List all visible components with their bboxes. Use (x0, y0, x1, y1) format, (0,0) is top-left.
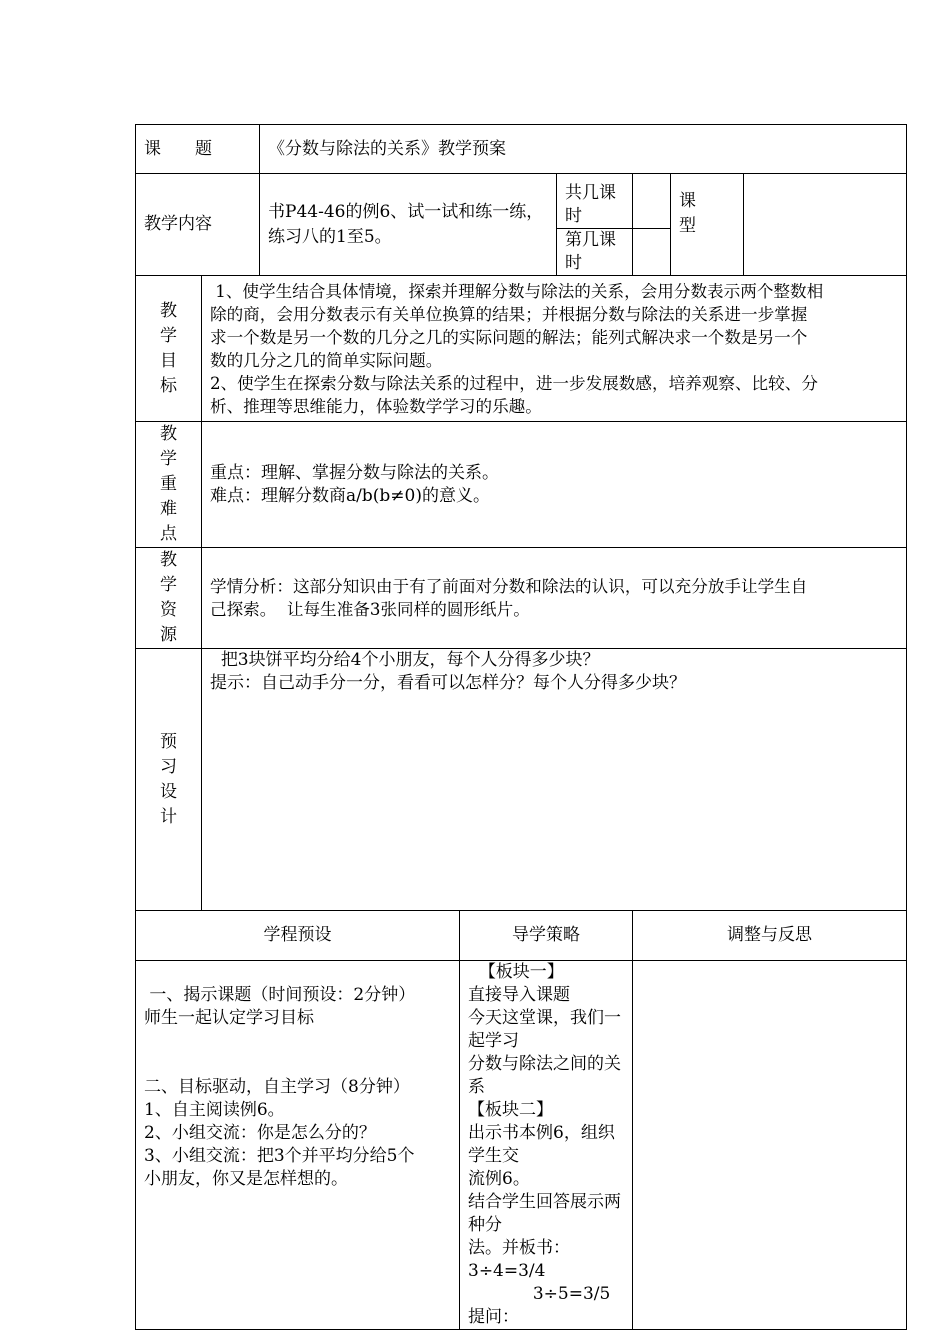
resources-label-char: 学 (160, 575, 177, 595)
process-line: 二、目标驱动，自主学习（8分钟） (144, 1077, 410, 1097)
reflection-column-header: 调整与反思 (633, 911, 907, 961)
key-points-label-char: 教 (160, 424, 177, 444)
objectives-label-char: 教 (160, 300, 177, 321)
current-period-label: 第几课时 (557, 229, 633, 276)
process-line: 2、小组交流：你是怎么分的？ (144, 1123, 376, 1143)
process-line: 3、小组交流：把3个并平均分给5个 (144, 1146, 415, 1166)
strategy-line: 【板块二】 (468, 1100, 553, 1120)
preview-label-char: 设 (160, 781, 177, 802)
lesson-plan-table (135, 124, 907, 1330)
resources-line: 己探索。 让每生准备3张同样的圆形纸片。 (210, 600, 530, 619)
preview-line: 提示：自己动手分一分，看看可以怎样分？每个人分得多少块？ (210, 673, 686, 693)
objectives-text (202, 276, 907, 422)
key-points-text (202, 422, 907, 548)
preview-label-char: 习 (160, 756, 177, 777)
process-line: 1、自主阅读例6。 (144, 1100, 285, 1120)
key-points-label-char: 重 (160, 474, 177, 494)
lesson-type-label (671, 174, 744, 276)
objectives-line: 数的几分之几的简单实际问题。 (210, 350, 443, 370)
key-points-label (136, 422, 202, 548)
strategy-column-header: 导学策略 (460, 911, 633, 961)
total-periods-value (633, 174, 671, 229)
strategy-line: 出示书本例6，组织学生交 (468, 1123, 615, 1166)
strategy-line: 法。并板书：3÷4=3/4 (468, 1238, 570, 1281)
objectives-label (136, 276, 202, 422)
objectives-line: 1、使学生结合具体情境，探索并理解分数与除法的关系，会用分数表示两个整数相 (210, 281, 824, 301)
topic-value: 《分数与除法的关系》教学预案 (260, 125, 907, 174)
reflection-column (633, 961, 907, 1330)
preview-label-char: 预 (160, 731, 177, 752)
process-line (144, 1030, 451, 1053)
key-points-label-char: 难 (160, 499, 177, 519)
process-line (144, 1053, 451, 1076)
process-column (136, 961, 460, 1330)
content-label: 教学内容 (136, 174, 260, 276)
total-periods-label: 共几课时 (557, 174, 633, 229)
process-line: 师生一起认定学习目标 (144, 1008, 314, 1028)
objectives-label-char: 标 (160, 375, 177, 396)
preview-text (202, 649, 907, 911)
objectives-line: 除的商，会用分数表示有关单位换算的结果；并根据分数与除法的关系进一步掌握 (210, 304, 808, 324)
topic-label: 课 题 (136, 125, 260, 174)
key-point-line: 难点：理解分数商a/b(b≠0)的意义。 (210, 485, 490, 506)
strategy-line: 提问： (468, 1307, 519, 1327)
strategy-line: 3÷5=3/5 (468, 1284, 611, 1304)
strategy-line: 分数与除法之间的关系 (468, 1054, 621, 1097)
current-period-value (633, 229, 671, 276)
strategy-line: 【板块一】 (468, 962, 564, 982)
preview-label-char: 计 (160, 806, 177, 827)
objectives-line: 2、使学生在探索分数与除法关系的过程中，进一步发展数感，培养观察、比较、分 (210, 373, 818, 393)
key-points-label-char: 学 (160, 449, 177, 469)
strategy-line: 流例6。 (468, 1169, 530, 1189)
process-line: 一、揭示课题（时间预设：2分钟） (144, 985, 416, 1005)
process-line (144, 961, 451, 984)
content-value: 书P44-46的例6、试一试和练一练，练习八的1至5。 (260, 174, 557, 276)
preview-line: 把3块饼平均分给4个小朋友，每个人分得多少块？ (210, 650, 600, 670)
resources-label-char: 源 (160, 625, 177, 645)
lesson-type-value-lower (744, 229, 907, 276)
objectives-line: 求一个数是另一个数的几分之几的实际问题的解法；能列式解决求一个数是另一个 (210, 327, 808, 347)
process-line: 小朋友，你又是怎样想的。 (144, 1169, 348, 1189)
process-column-header: 学程预设 (136, 911, 460, 961)
strategy-line: 结合学生回答展示两种分 (468, 1192, 621, 1235)
resources-line: 学情分析：这部分知识由于有了前面对分数和除法的认识，可以充分放手让学生自 (210, 577, 808, 596)
key-point-line: 重点：理解、掌握分数与除法的关系。 (210, 462, 499, 483)
objectives-line: 析、推理等思维能力，体验数学学习的乐趣。 (210, 396, 542, 416)
key-points-label-char: 点 (160, 524, 177, 544)
resources-text (202, 548, 907, 649)
lesson-type-text: 课型 (679, 191, 696, 236)
strategy-line: 直接导入课题 (468, 985, 570, 1005)
strategy-line: 今天这堂课，我们一起学习 (468, 1008, 621, 1051)
objectives-label-char: 学 (160, 325, 177, 346)
lesson-type-value (744, 174, 907, 229)
strategy-column (460, 961, 633, 1330)
resources-label (136, 548, 202, 649)
resources-label-char: 教 (160, 550, 177, 570)
objectives-label-char: 目 (160, 350, 177, 371)
resources-label-char: 资 (160, 600, 177, 620)
preview-label (136, 649, 202, 911)
